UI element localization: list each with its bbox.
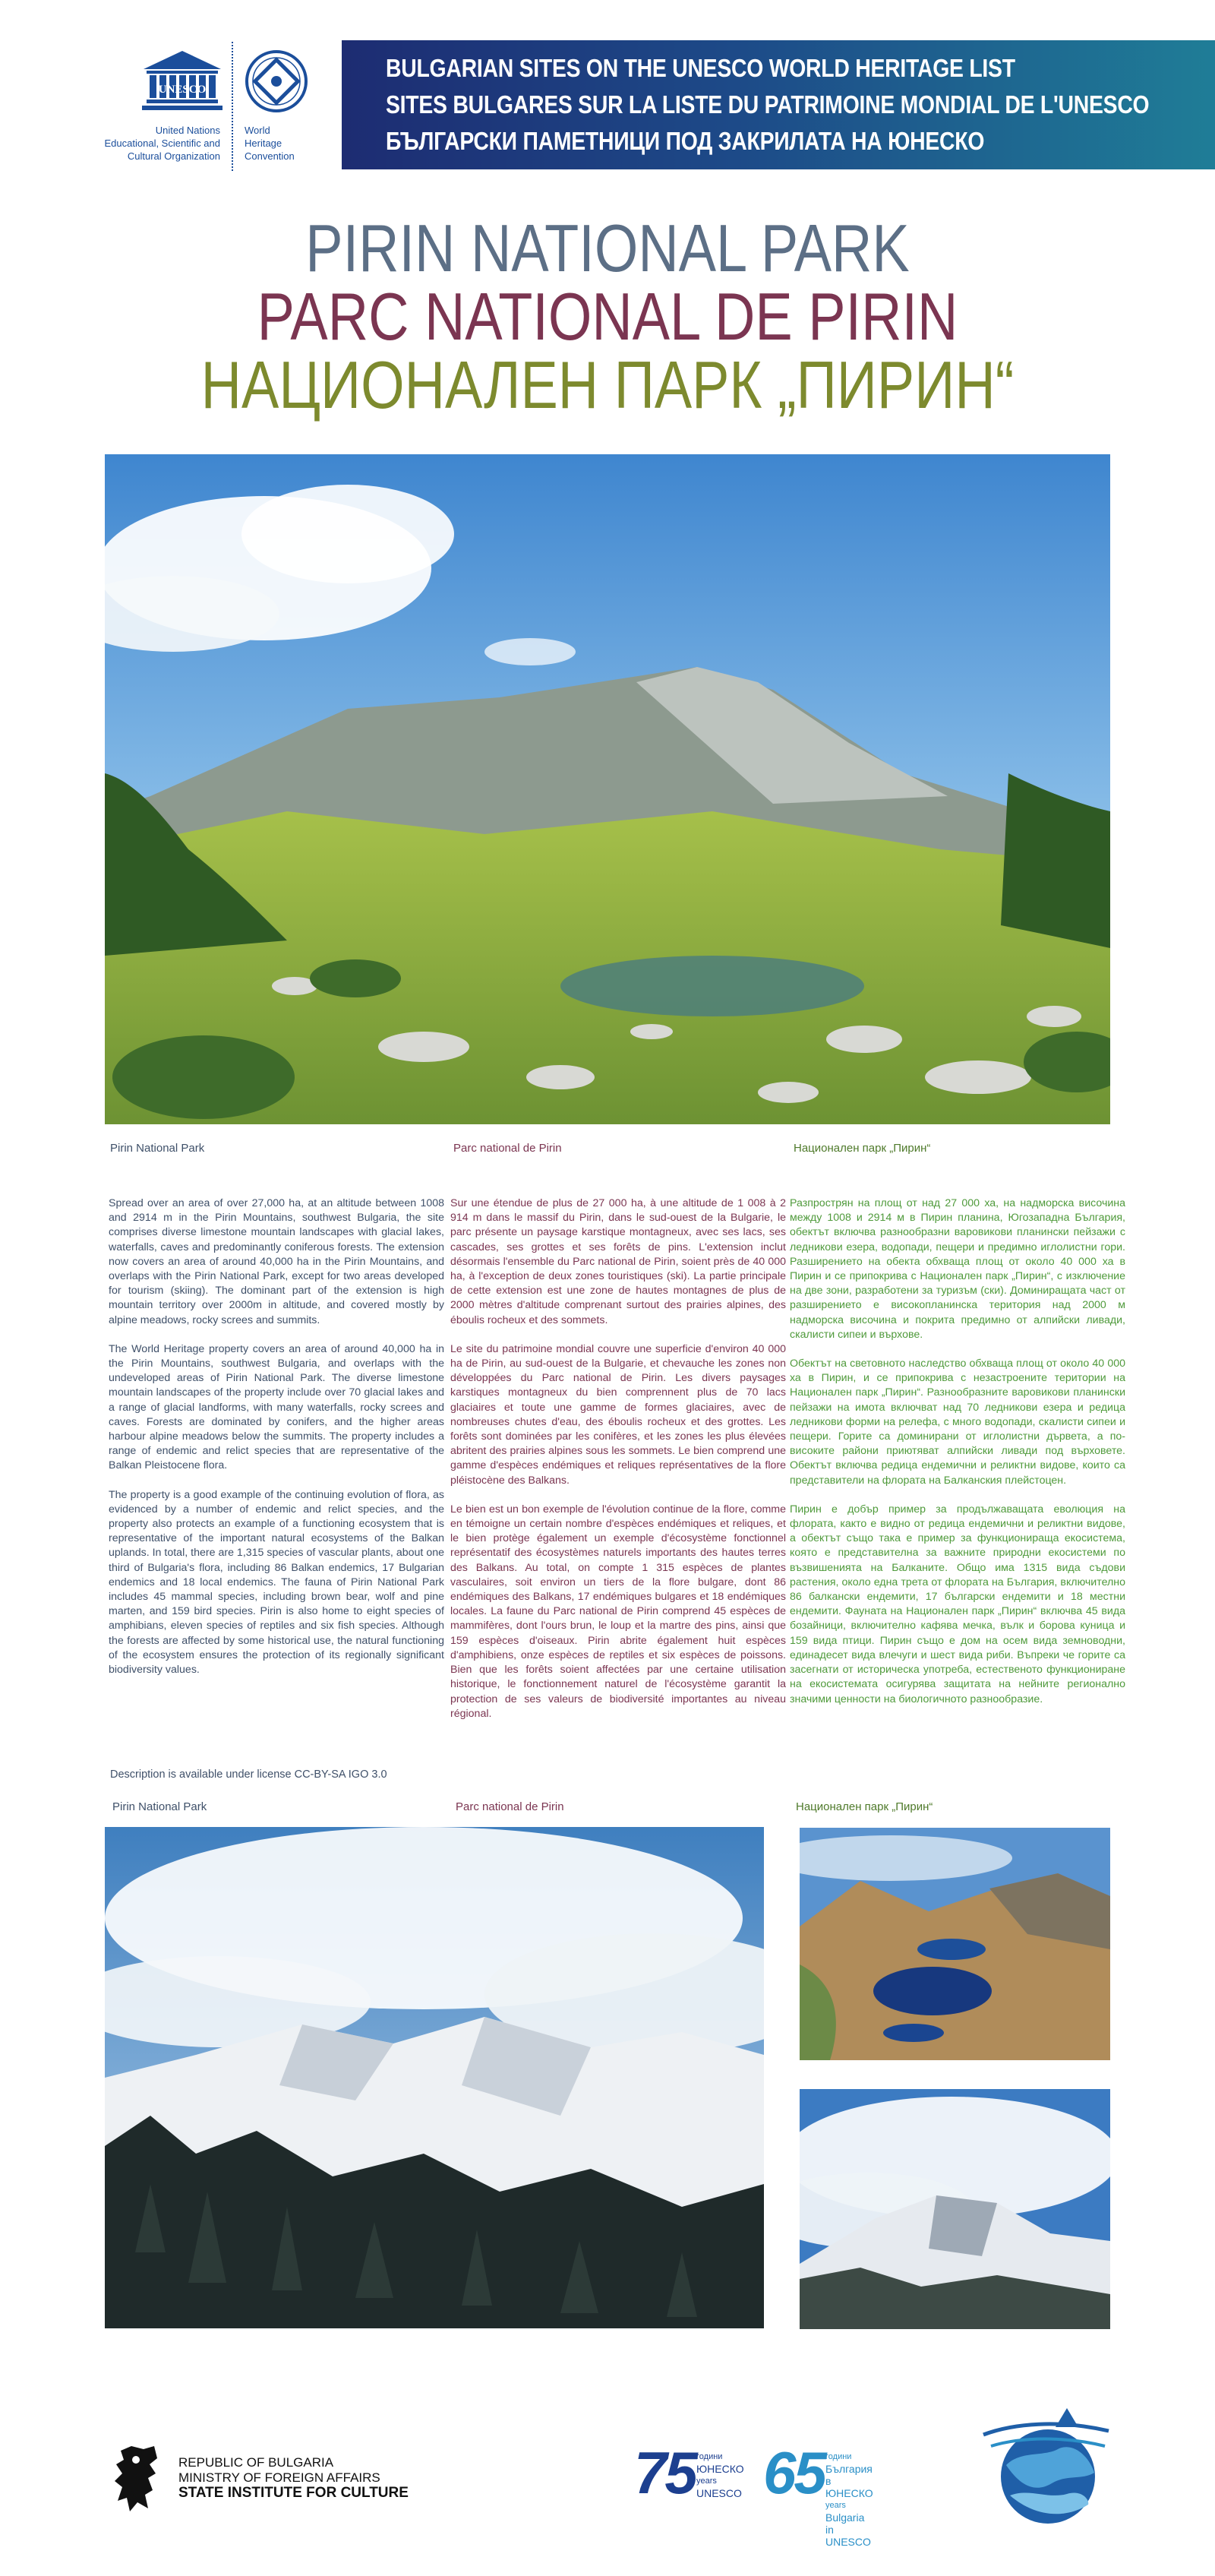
paragraph: Обектът на световното наследство обхваща площ от около 40 000 ха в Пирин, и се припокрива с незастроените територии на Национален парк „Пирин“. Разнообразните варовикови планински пейзажи на имота включват над 70 ледникови езера и редица ледникови форми на релефа, с много водопади, скалисти сипеи и пещери. Горите са доминирани от иглолистни дървета, а по-високите райони приютяват алпийски ливади под върховете. Обектът включва редица ендемични и реликтни видове, които са представители на флората на Балканския плейстоцен. [790, 1358, 1125, 1487]
unesco-subtitle [91, 124, 220, 163]
footer-institution [178, 2455, 409, 2501]
banner-line-bg: БЪЛГАРСКИ ПАМЕТНИЦИ ПОД ЗАКРИЛАТА НА ЮНЕСКО [386, 127, 985, 155]
title-en: PIRIN NATIONAL PARK [305, 210, 910, 286]
photo-caption-bg: Национален парк „Пирин“ [796, 1800, 933, 1813]
photo-caption-en: Pirin National Park [112, 1800, 207, 1813]
paragraph: Разпрострян на площ от над 27 000 ха, на надморска височина между 1008 и 2914 м в Пирин планина, Югозападна България, обектът включва разнообразни варовикови планински пейзажи с ледникови езера, водопади, пещери и предимно иглолистни гори. Разширението на обекта обхваща площ от около 40 000 ха в Пирин и се припокрива с Национален парк „Пирин“, с изключение на две зони, разработени за туризъм (ски). Доминиращата част от разширението е високопланинска територия над 2000 м надморска височина и покрита предимно от алпийски ливади, скалисти сипеи и върхове. [790, 1197, 1125, 1341]
anniv-75-line: ЮНЕСКО [696, 2463, 744, 2475]
paragraph: Le bien est un bon exemple de l'évolution continue de la flore, comme en témoigne un certain nombre d'espèces endémiques et reliques, et le bien protège également un exemple d'écosystème fonctionnel représentatif des écosystèmes naturels importants des hautes terres des Balkans. Au total, on compte 1 315 espèces de plantes vasculaires, soit environ un tiers de la flore bulgare, dont 86 endémiques des Balkans, 17 endémiques bulgares et 18 endémiques locales. La faune du Parc national de Pirin comprend 45 espèces de mammifères, dont l'ours brun, le loup et la martre des pins, ainsi que 159 espèces d'oiseaux. Pirin abrite également huit espèces d'amphibiens, onze espèces de reptiles et six espèces de poissons. Bien que les forêts soient affectées par une certaine utilisation historique, le fonctionnement naturel de l'écosystème garantit la protection de ses valeurs de biodiversité importantes au niveau régional. [450, 1503, 786, 1720]
paragraph: The World Heritage property covers an area of around 40,000 ha in the Pirin Mountains, southwest Bulgaria, and overlaps with the undeveloped areas of Pirin National Park. The diverse limestone mountain landscapes of the property include over 70 glacial lakes and a range of glacial landforms, with many waterfalls, rocky screes and caves. Forests are dominated by conifers, and the higher areas harbour alpine meadows below the summits. The property includes a range of endemic and relict species that are representative of the Balkan Pleistocene flora. [109, 1342, 444, 1472]
paragraph: The property is a good example of the continuing evolution of flora, as evidenced by a number of endemic and relict species, and the property also protects an example of a functioning ecosystem that is representative of the important natural ecosystems of the Balkan uplands. In total, there are 1,315 species of vascular plants, about one third of Bulgaria's flora, including 86 Balkan endemics, 17 Bulgarian endemics and 18 local endemics. The fauna of Pirin National Park includes 45 mammal species, including brown bear, wolf and pine marten, and 159 bird species. Pirin is also home to eight species of amphibians, eleven species of reptiles and six fish species. Although the forests are affected by some historical use, the natural functioning of the ecosystem ensures the protection of its regionally significant biodiversity values. [109, 1488, 444, 1677]
whc-subtitle-line: World [245, 125, 270, 136]
title-fr: PARC NATIONAL DE PIRIN [257, 279, 958, 354]
unesco-subtitle-line: Cultural Organization [127, 150, 220, 162]
header-banner [342, 40, 1215, 169]
paragraph: Пирин е добър пример за продължаващата еволюция на флората, както е видно от редица ендемични и реликтни видове, а обектът също така е пример за функционираща екосистема, която е представителна за важните природни екосистеми по възвишенията на Балканите. Общо има 1315 вида съдови растения, около една трета от флората на България, включително 86 балкански ендемити, 17 български ендемити и 18 местни ендемити. Фауната на Национален парк „Пирин“ включва 45 вида бозайници, включително кафява мечка, вълк и борова куница и 159 вида птици. Пирин също е дом на осем вида земноводни, единадесет вида влечуги и шест вида риби. Въпреки че горите са засегнати от историческа употреба, естественото функциониране на екосистемата осигурява защитата на нейните регионално значими ценности на биологичното разнообразие. [790, 1503, 1125, 1705]
footer-line: STATE INSTITUTE FOR CULTURE [178, 2485, 409, 2501]
footer-line: REPUBLIC OF BULGARIA [178, 2455, 334, 2470]
main-mountain-photo [105, 454, 1110, 1124]
glacial-lakes-photo [800, 1828, 1110, 2060]
anniversary-65-text [825, 2451, 873, 2548]
photo-caption-en: Pirin National Park [110, 1142, 205, 1155]
anniv-65-line: България в ЮНЕСКО [825, 2463, 873, 2499]
anniversary-75-text [696, 2451, 744, 2499]
banner-line-fr: SITES BULGARES SUR LA LISTE DU PATRIMOINE MONDIAL DE L'UNESCO [386, 90, 1150, 119]
anniversary-65: 65 [763, 2439, 825, 2506]
paragraph: Le site du patrimoine mondial couvre une superficie d'environ 40 000 ha de Pirin, au sud-ouest de la Bulgarie, et chevauche les zones non développées du Parc national de Pirin. Les divers paysages karstiques montagneux du bien comprennent plus de 70 lacs glaciaires et toute une gamme de formes glaciaires, avec de nombreuses chutes d'eau, des éboulis rocheux et des grottes. Les forêts sont dominées par les conifères, et les zones les plus élevées abritent des prairies alpines sous les sommets. Le bien comprend une gamme d'espèces endémiques et reliques représentatives de la flore pléistocène des Balkans. [450, 1342, 786, 1487]
anniv-75-line: UNESCO [696, 2487, 742, 2499]
title-bg: НАЦИОНАЛЕН ПАРК „ПИРИН“ [200, 347, 1015, 422]
whc-subtitle-line: Heritage [245, 137, 282, 149]
photo-caption-fr: Parc national de Pirin [453, 1142, 562, 1155]
paragraph: Spread over an area of over 27,000 ha, at an altitude between 1008 and 2914 m in the Pirin Mountains, southwest Bulgaria, the site comprises diverse limestone mountain landscapes with glacial lakes, waterfalls, caves and predominantly coniferous forests. The extension now covers an area of around 40,000 ha in the Pirin Mountains, and overlaps with the Pirin National Park, except for two areas developed for tourism (skiing). The dominant part of the extension is high mountain territory over 2000m in altitude, and covered mostly by alpine meadows, rocky screes and summits. [109, 1197, 444, 1326]
paragraph: Sur une étendue de plus de 27 000 ha, à une altitude de 1 008 à 2 914 m dans le massif du Pirin, dans le sud-ouest de la Bulgarie, le parc présente un paysage karstique montagneux, avec ses lacs, ses cascades, ses grottes et ses forêts de pins. L'extension inclut désormais l'ensemble du Parc national de Pirin, soient près de 40 000 ha, à l'exception de deux zones touristiques (ski). La partie principale de cette extension est une zone de hautes montagnes de plus de 2000 mètres d'altitude comprenant surtout des prairies alpines, des éboulis rocheux et des sommets. [450, 1197, 786, 1326]
bulgarian-coat-of-arms-icon [110, 2445, 165, 2514]
winter-mountain-photo [105, 1827, 764, 2328]
description-en [109, 1196, 444, 1692]
whc-subtitle [245, 124, 295, 163]
anniv-65-line: years [825, 2501, 846, 2510]
anniv-75-line: години [696, 2452, 723, 2461]
world-heritage-emblem-icon [245, 49, 308, 113]
banner-line-en: BULGARIAN SITES ON THE UNESCO WORLD HERITAGE LIST [386, 54, 1015, 82]
description-bg [790, 1196, 1125, 1721]
cloudy-peak-photo [800, 2089, 1110, 2329]
logo-divider [232, 42, 233, 171]
footer-line: MINISTRY OF FOREIGN AFFAIRS [178, 2470, 380, 2485]
globe-logo-icon [976, 2404, 1112, 2530]
whc-subtitle-line: Convention [245, 150, 295, 162]
unesco-temple-logo [140, 49, 224, 112]
unesco-subtitle-line: United Nations [155, 125, 220, 136]
photo-caption-fr: Parc national de Pirin [456, 1800, 564, 1813]
anniv-75-line: years [696, 2476, 717, 2486]
anniv-65-line: години [825, 2452, 852, 2461]
unesco-subtitle-line: Educational, Scientific and [104, 137, 220, 149]
anniv-65-line: Bulgaria in UNESCO [825, 2511, 871, 2548]
photo-caption-bg: Национален парк „Пирин“ [794, 1142, 931, 1155]
anniversary-75: 75 [634, 2439, 696, 2506]
description-fr [450, 1196, 786, 1736]
license-note: Description is available under license CC-BY-SA IGO 3.0 [110, 1768, 387, 1781]
unesco-logo-text: UNESCO [158, 84, 207, 96]
